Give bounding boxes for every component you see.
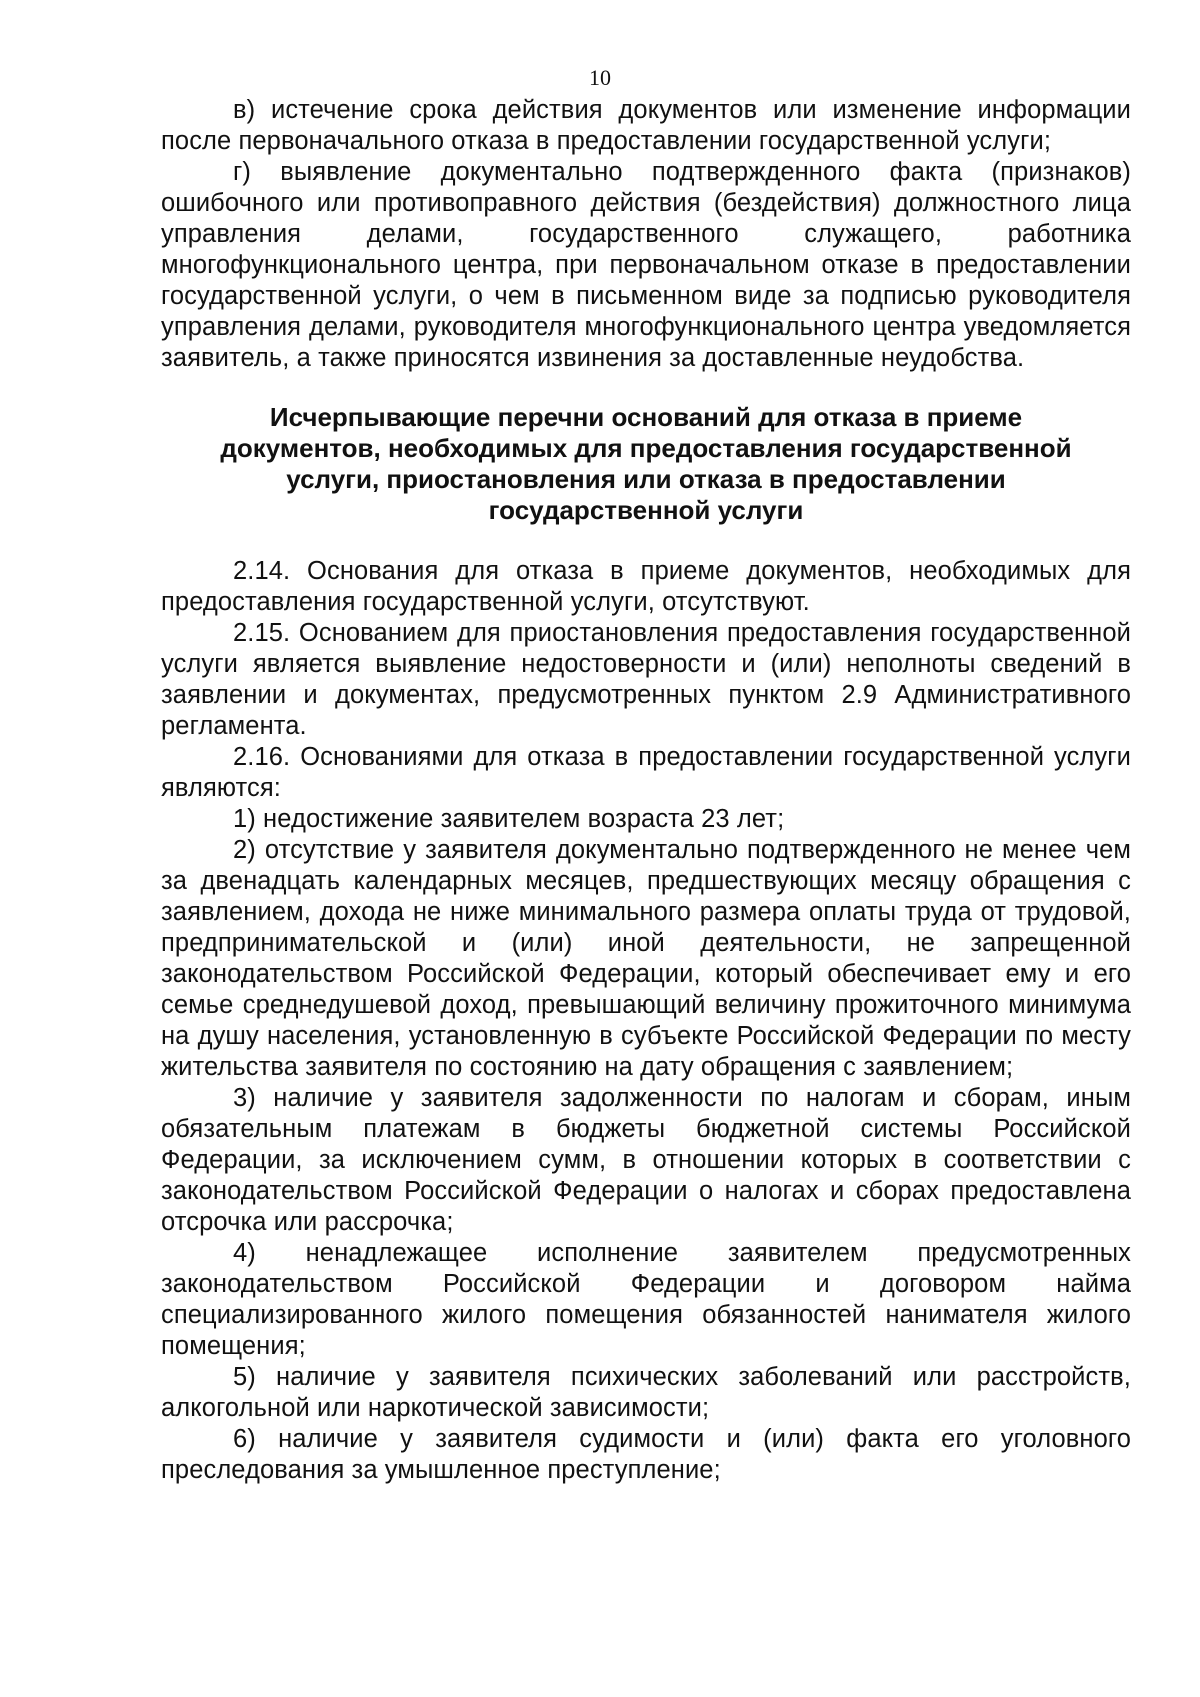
document-body	[161, 95, 1131, 1486]
list-item-3: 3) наличие у заявителя задолженности по налогам и сборам, иным обязательным платежам в бюджеты бюджетной системы Российской Федерации, за исключением сумм, в отношении которых в соответствии с законодательством Российской Федерации о налогах и сборах предоставлена отсрочка или рассрочка;	[161, 1084, 1131, 1236]
paragraph-item-g: г) выявление документально подтвержденного факта (признаков) ошибочного или противоправного действия (бездействия) должностного лица управления делами, государственного служащего, работника многофункционального центра, при первоначальном отказе в предоставлении государственной услуги, о чем в письменном виде за подписью руководителя управления делами, руководителя многофункционального центра уведомляется заявитель, а также приносятся извинения за доставленные неудобства.	[161, 158, 1131, 372]
list-item-4: 4) ненадлежащее исполнение заявителем предусмотренных законодательством Российской Федерации и договором найма специализированного жилого помещения обязанностей нанимателя жилого помещения;	[161, 1239, 1131, 1360]
paragraph-2-15: 2.15. Основанием для приостановления предоставления государственной услуги является выявление недостоверности и (или) неполноты сведений в заявлении и документах, предусмотренных пунктом 2.9 Административного регламента.	[161, 619, 1131, 740]
list-item-2: 2) отсутствие у заявителя документально подтвержденного не менее чем за двенадцать календарных месяцев, предшествующих месяцу обращения с заявлением, дохода не ниже минимального размера оплаты труда от трудовой, предпринимательской и (или) иной деятельности, не запрещенной законодательством Российской Федерации, который обеспечивает ему и его семье среднедушевой доход, превышающий величину прожиточного минимума на душу населения, установленную в субъекте Российской Федерации по месту жительства заявителя по состоянию на дату обращения с заявлением;	[161, 836, 1131, 1081]
paragraph-2-14: 2.14. Основания для отказа в приеме документов, необходимых для предоставления государственной услуги, отсутствуют.	[161, 557, 1131, 616]
list-item-1: 1) недостижение заявителем возраста 23 лет;	[233, 805, 785, 833]
section-heading: Исчерпывающие перечни оснований для отказа в приеме документов, необходимых для предоставления государственной услуги, приостановления или отказа в предоставлении государственной услуги	[220, 402, 1072, 525]
list-item-6: 6) наличие у заявителя судимости и (или) факта его уголовного преследования за умышленное преступление;	[161, 1425, 1131, 1484]
paragraph-2-16: 2.16. Основаниями для отказа в предоставлении государственной услуги являются:	[161, 743, 1131, 802]
list-item-5: 5) наличие у заявителя психических заболеваний или расстройств, алкогольной или наркотической зависимости;	[161, 1363, 1131, 1422]
paragraph-item-v: в) истечение срока действия документов или изменение информации после первоначального отказа в предоставлении государственной услуги;	[161, 96, 1131, 155]
page-number: 10	[589, 65, 611, 90]
